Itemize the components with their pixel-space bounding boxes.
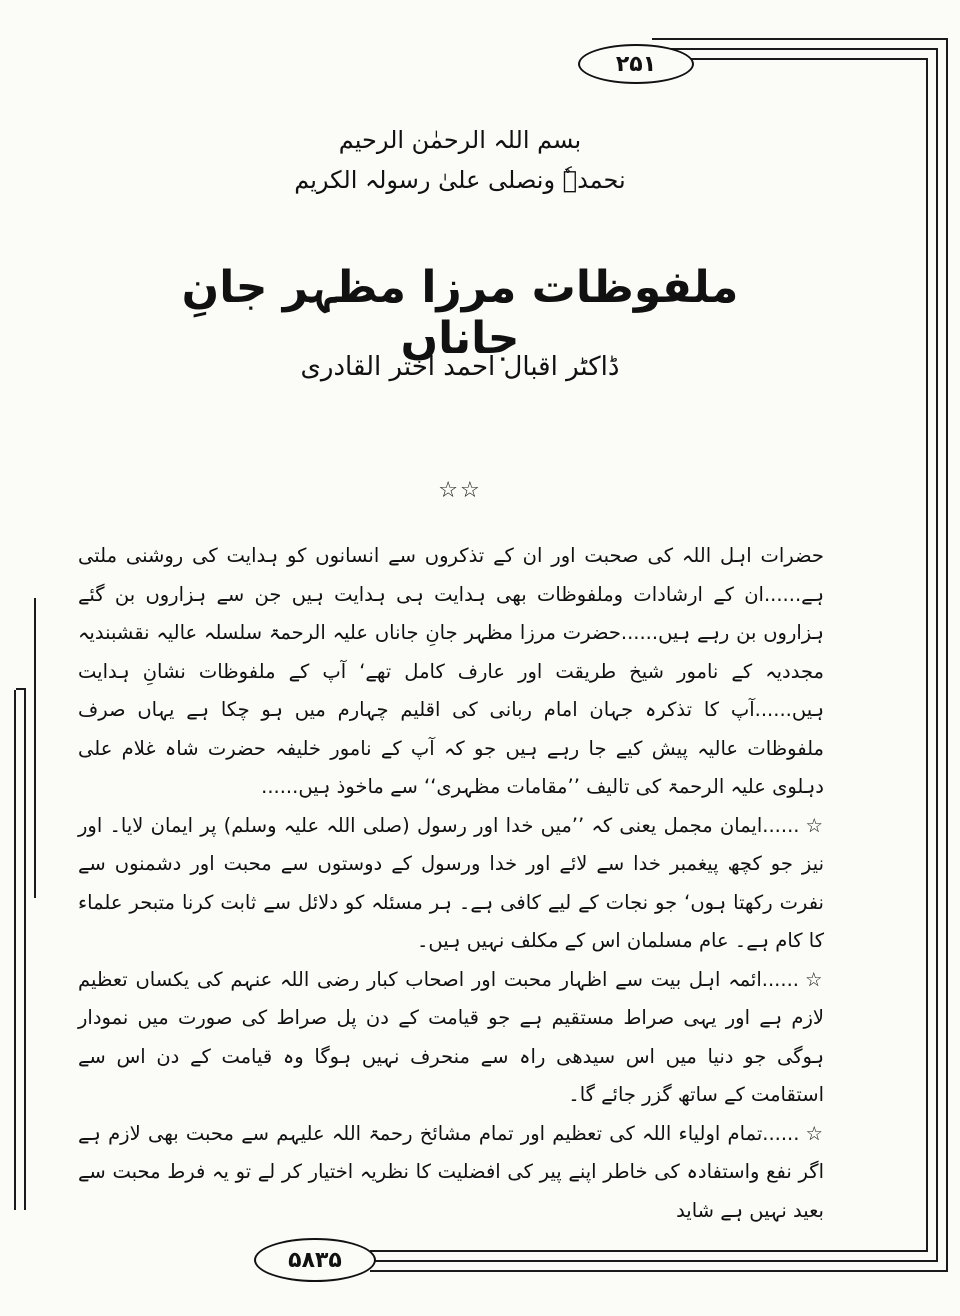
frame-top-line-inner	[652, 58, 928, 60]
frame-left-line-1	[34, 598, 36, 898]
paragraph-text: حضرات اہل اللہ کی صحبت اور ان کے تذکروں سے انسانوں کو ہدایت کی روشنی ملتی ہے......ان کے ارشادات وملفوظات بھی ہدایت ہی ہدایت ہیں جن سے ہزاروں بن گئے ہزاروں بن رہے ہیں......حضرت مرزا مظہر جانِ جاناں علیہ الرحمۃ سلسلہ عالیہ نقشبندیہ مجددیہ کے نامور شیخ طریقت اور عارف کامل تھے‘ آپ کے ملفوظات نشانِ ہدایت ہیں......آپ کا تذکرہ جہان امام ربانی کی اقلیم چہارم میں ہو چکا ہے یہاں صرف ملفوظات عالیہ پیش کیے جا رہے ہیں جو کہ آپ کے نامور خلیفہ حضرت شاہ غلام علی دہلوی علیہ الرحمۃ کی تالیف ’’مقامات مظہری‘‘ سے ماخوذ ہیں......	[78, 544, 824, 798]
paragraph-text: ......ائمہ اہل بیت سے اظہار محبت اور اصحاب کبار رضی اللہ عنہم کی یکساں تعظیم لازم ہے اور یہی صراط مستقیم ہے جو قیامت کے دن پل صراط کی صورت میں نمودار ہوگی جو دنیا میں اس سیدھی راہ سے منحرف نہیں ہوگا وہ قیامت کے دن اس سے استقامت کے ساتھ گزر جائے گا۔	[78, 967, 824, 1106]
frame-bottom-line-inner	[370, 1250, 928, 1252]
frame-top-line-middle	[652, 48, 938, 50]
star-bullet: ☆	[804, 967, 825, 991]
paragraph-intro	[78, 537, 824, 807]
page-number-bottom	[254, 1238, 376, 1282]
star-bullet: ☆	[805, 1121, 825, 1145]
article-body	[78, 537, 824, 1230]
frame-top-line-outer	[652, 38, 948, 40]
separator-stars: ☆☆	[438, 478, 482, 503]
frame-right-line-middle	[936, 48, 938, 1262]
paragraph-iman	[78, 807, 824, 961]
paragraph-ahl-bait	[78, 961, 824, 1115]
star-bullet: ☆	[805, 813, 824, 837]
article-title: ملفوظات مرزا مظہر جانِ جاناں	[181, 262, 739, 364]
page-number-top-text: ۲۵۱	[615, 51, 657, 77]
frame-left-line-2	[24, 690, 26, 1210]
page-number-bottom-text: ۵۸۳۵	[288, 1247, 342, 1273]
frame-bottom-line-middle	[370, 1260, 938, 1262]
frame-bottom-line-outer	[370, 1270, 948, 1272]
frame-right-line-inner	[926, 58, 928, 1252]
frame-left-line-4	[16, 688, 26, 690]
hamd-line: نحمدہٗ ونصلی علیٰ رسولہ الکریم	[294, 166, 626, 194]
frame-right-line-outer	[946, 38, 948, 1272]
frame-left-line-3	[14, 690, 16, 1210]
bismillah: بسم اللہ الرحمٰن الرحیم	[338, 126, 582, 154]
paragraph-text: ......ایمان مجمل یعنی کہ ’’میں خدا اور رسول (صلی اللہ علیہ وسلم) پر ایمان لایا۔ اور نیز جو کچھ پیغمبر خدا سے لائے اور خدا ورسول کے دوستوں سے محبت اور دشمنوں سے نفرت رکھتا ہوں‘ جو نجات کے لیے کافی ہے۔ ہر مسئلہ کو دلائل سے ثابت کرنا متبحر علماء کا کام ہے۔ عام مسلمان اس کے مکلف نہیں ہیں۔	[78, 813, 824, 952]
article-author: ڈاکٹر اقبال احمد اختر القادری	[300, 352, 620, 382]
paragraph-awliya	[78, 1115, 824, 1231]
paragraph-text: ......تمام اولیاء اللہ کی تعظیم اور تمام مشائخ رحمۃ اللہ علیہم سے محبت بھی لازم ہے اگر نفع واستفادہ کی خاطر اپنے پیر کی افضلیت کا نظریہ اختیار کر لے تو یہ فرط محبت سے بعید نہیں ہے شاید	[78, 1121, 824, 1222]
page-number-top	[578, 44, 694, 84]
